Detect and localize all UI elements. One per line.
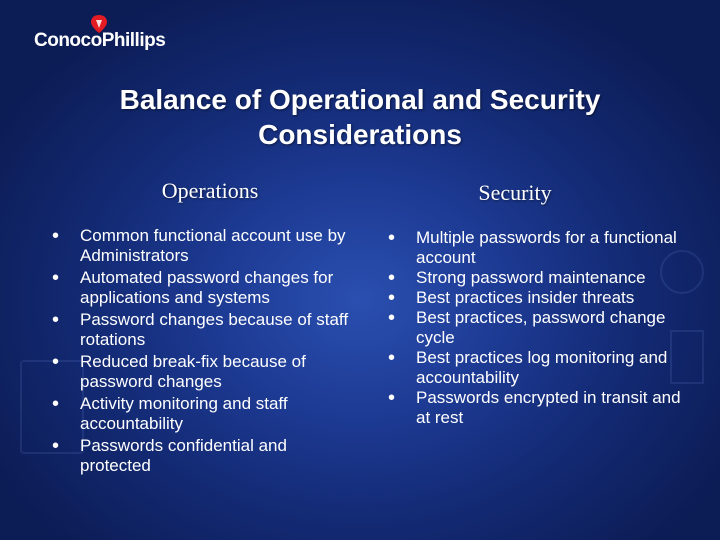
bullet-icon: • [52, 267, 60, 289]
list-item-text: Password changes because of staff rotations [80, 310, 349, 349]
list-item [52, 352, 352, 392]
bullet-icon: • [52, 225, 60, 247]
bullet-icon: • [52, 309, 60, 331]
bullet-icon: • [388, 227, 396, 249]
bullet-icon: • [388, 307, 396, 329]
operations-heading: Operations [161, 178, 259, 203]
operations-list [52, 226, 352, 478]
list-item-text: Reduced break-fix because of password changes [80, 352, 306, 391]
list-item-text: Best practices log monitoring and accountability [416, 348, 668, 387]
list-item [52, 394, 352, 434]
bullet-icon: • [388, 347, 396, 369]
bullet-icon: • [52, 435, 60, 457]
list-item [52, 268, 352, 308]
list-item [388, 348, 698, 388]
logo-wordmark: ConocoPhillips [34, 30, 166, 51]
security-list [388, 228, 698, 428]
list-item-text: Activity monitoring and staff accountability [80, 394, 288, 433]
list-item-text: Best practices insider threats [416, 288, 635, 307]
list-item-text: Multiple passwords for a functional account [416, 228, 677, 267]
list-item [388, 268, 698, 288]
bullet-icon: • [52, 393, 60, 415]
list-item [52, 310, 352, 350]
bullet-icon: • [388, 267, 396, 289]
list-item-text: Automated password changes for applications and systems [80, 268, 334, 307]
company-logo [34, 14, 184, 54]
list-item [388, 228, 698, 268]
list-item [52, 226, 352, 266]
list-item [52, 436, 352, 476]
list-item [388, 308, 698, 348]
list-item-text: Common functional account use by Administrators [80, 226, 346, 265]
bullet-icon: • [388, 387, 396, 409]
list-item-text: Strong password maintenance [416, 268, 646, 287]
list-item-text: Passwords confidential and protected [80, 436, 287, 475]
slide-title: Balance of Operational and Security Considerations [119, 84, 601, 150]
bullet-icon: • [52, 351, 60, 373]
list-item [388, 388, 698, 428]
list-item-text: Best practices, password change cycle [416, 308, 666, 347]
security-heading: Security [478, 180, 552, 205]
bullet-icon: • [388, 287, 396, 309]
list-item [388, 288, 698, 308]
list-item-text: Passwords encrypted in transit and at rest [416, 388, 681, 427]
